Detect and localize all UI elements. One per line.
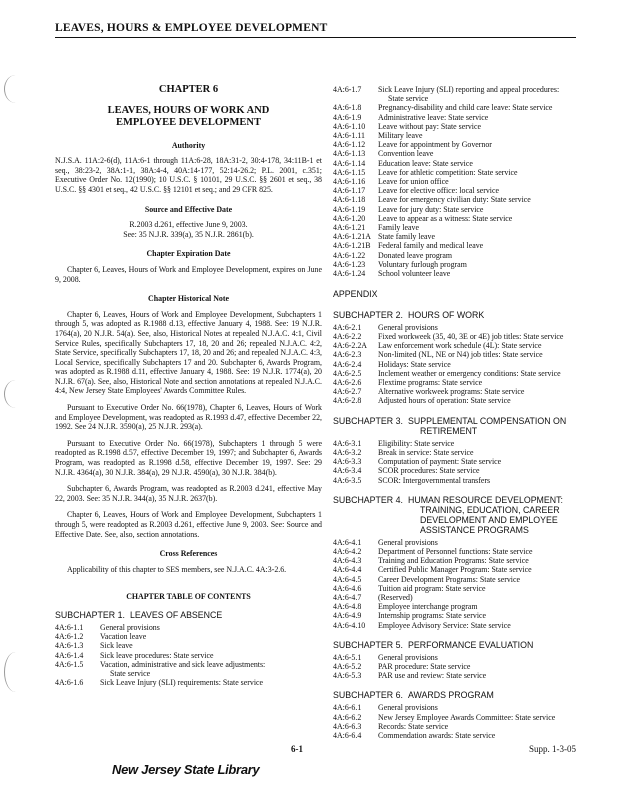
subchapter-5-heading (333, 640, 578, 650)
section-code: 4A:6-1.21B (333, 241, 371, 251)
historical-note-2: Pursuant to Executive Order No. 66(1978), Chapter 6, Leaves, Hours of Work and Employee Development, was readopted as R.1993 d.47, effective December 22, 1992. See 24 N.J.R. 3590(a), 25 N.J.R. 293(a). (55, 403, 322, 432)
toc-row (333, 448, 578, 457)
section-title: Sick leave procedures: State service (100, 650, 214, 660)
toc-row (333, 223, 578, 232)
section-title: Family leave (378, 223, 419, 233)
toc-row (333, 602, 578, 611)
section-title: Computation of payment: State service (378, 457, 502, 467)
section-title: Education leave: State service (378, 158, 473, 168)
section-code: 4A:6-1.8 (333, 103, 362, 113)
section-code: 4A:6-2.2 (333, 332, 362, 342)
appendix-heading: APPENDIX (333, 289, 378, 300)
cross-references-text: Applicability of this chapter to SES members, see N.J.A.C. 4A:3-2.6. (67, 564, 287, 574)
subchapter-1-heading (55, 610, 322, 620)
section-code: 4A:6-4.1 (333, 537, 362, 547)
section-title: Training and Education Programs: State service (378, 556, 529, 566)
historical-note-5: Chapter 6, Leaves, Hours of Work and Employee Development, Subchapters 1 through 5, were readopted as R.2003 d.261, effective June 9, 2003. See: Source and Effective Date. See, also, section annotations. (55, 510, 322, 539)
section-code: 4A:6-2.4 (333, 359, 362, 369)
section-title: General provisions (378, 652, 438, 662)
section-code: 4A:6-1.1 (55, 622, 84, 632)
subchapter-1-list-continued (333, 85, 578, 278)
running-header (55, 22, 576, 38)
subchapter-2-list (333, 323, 578, 406)
section-title: SCOR procedures: State service (378, 466, 480, 476)
historical-heading: Chapter Historical Note (148, 294, 229, 304)
toc-row (333, 387, 578, 396)
section-title: Sick leave (100, 641, 133, 651)
section-code: 4A:6-1.13 (333, 149, 366, 159)
toc-row (333, 140, 578, 149)
section-title: Leave for appointment by Governor (378, 140, 492, 150)
section-title: Military leave (378, 131, 423, 141)
section-title: Eligibility: State service (378, 438, 455, 448)
toc-row (333, 241, 578, 250)
toc-row (333, 214, 578, 223)
section-code: 4A:6-1.17 (333, 186, 366, 196)
section-code: 4A:6-2.8 (333, 396, 362, 406)
toc-row (333, 232, 578, 241)
section-code: 4A:6-1.20 (333, 213, 366, 223)
toc-row (333, 662, 578, 671)
toc-row (333, 466, 578, 475)
toc-row (333, 538, 578, 547)
section-title: General provisions (378, 703, 438, 713)
section-title-continuation: State service (110, 668, 151, 678)
section-code: 4A:6-1.14 (333, 158, 366, 168)
toc-row (333, 113, 578, 122)
section-code: 4A:6-2.7 (333, 387, 362, 397)
section-title: Leave without pay: State service (378, 121, 481, 131)
section-code: 4A:6-5.2 (333, 661, 362, 671)
toc-row (333, 621, 578, 630)
section-code: 4A:6-1.4 (55, 650, 84, 660)
section-code: 4A:6-4.6 (333, 583, 362, 593)
toc-row (55, 651, 322, 660)
toc-row (333, 159, 578, 168)
section-title: Employee Advisory Service: State service (378, 620, 511, 630)
section-title: Leave to appear as a witness: State service (378, 213, 513, 223)
section-title: Non-limited (NL, NE or N4) job titles: State service (378, 350, 543, 360)
toc-row (333, 332, 578, 341)
subchapter-1-title: LEAVES OF ABSENCE (130, 609, 223, 620)
section-code: 4A:6-4.9 (333, 611, 362, 621)
section-title: Career Development Programs: State service (378, 574, 520, 584)
section-code: 4A:6-4.8 (333, 602, 362, 612)
subchapter-5-title: PERFORMANCE EVALUATION (408, 639, 534, 650)
section-code: 4A:6-4.2 (333, 546, 362, 556)
toc-row (333, 439, 578, 448)
section-title: Commendation awards: State service (378, 730, 496, 740)
toc-row (333, 251, 578, 260)
toc-row (333, 547, 578, 556)
chapter-number: CHAPTER 6 (158, 84, 219, 95)
toc-row (333, 205, 578, 214)
section-title: Donated leave program (378, 250, 453, 260)
toc-row (333, 575, 578, 584)
subchapter-3-label: SUBCHAPTER 3. (333, 415, 403, 426)
section-code: 4A:6-4.5 (333, 574, 362, 584)
section-title: Leave for elective office: local service (378, 186, 499, 196)
toc-row (333, 360, 578, 369)
section-title: Tuition aid program: State service (378, 583, 486, 593)
section-code: 4A:6-1.5 (55, 659, 84, 669)
page-number: 6-1 (291, 744, 303, 754)
supplement-date: Supp. 1-3-05 (529, 744, 576, 754)
section-title: Law enforcement work schedule (4L): State service (378, 341, 542, 351)
toc-row (55, 660, 322, 678)
toc-row (333, 378, 578, 387)
subchapter-6-title: AWARDS PROGRAM (408, 690, 494, 701)
section-code: 4A:6-5.3 (333, 671, 362, 681)
subchapter-2-title: HOURS OF WORK (408, 309, 485, 320)
section-title: Pregnancy-disability and child care leave: State service (378, 103, 553, 113)
section-code: 4A:6-2.5 (333, 368, 362, 378)
source-text (55, 220, 322, 239)
subchapter-4-heading (333, 495, 578, 535)
subchapter-1-label: SUBCHAPTER 1. (55, 609, 125, 620)
section-code: 4A:6-1.7 (333, 85, 362, 94)
section-title: Internship programs: State service (378, 611, 487, 621)
section-title: Employee interchange program (378, 602, 478, 612)
toc-row (333, 131, 578, 140)
section-title: Administrative leave: State service (378, 112, 489, 122)
header-title: LEAVES, HOURS & EMPLOYEE DEVELOPMENT (55, 22, 328, 34)
authority-heading: Authority (171, 140, 206, 150)
section-code: 4A:6-1.21 (333, 223, 366, 233)
section-title: School volunteer leave (378, 269, 451, 279)
punch-hole-mark (4, 380, 27, 408)
toc-row (333, 341, 578, 350)
toc-row (333, 103, 578, 112)
section-title: (Reserved) (378, 592, 413, 602)
expiration-heading: Chapter Expiration Date (146, 249, 231, 259)
section-code: 4A:6-4.10 (333, 620, 366, 630)
toc-row (333, 396, 578, 405)
section-title (100, 660, 322, 678)
expiration-text: Chapter 6, Leaves, Hours of Work and Employee Development, expires on June 9, 2008. (55, 264, 322, 284)
section-code: 4A:6-4.4 (333, 565, 362, 575)
toc-row (333, 350, 578, 359)
toc-row (55, 641, 322, 650)
punch-hole-mark (4, 75, 27, 103)
subchapter-5-label: SUBCHAPTER 5. (333, 639, 403, 650)
section-title: Leave for athletic competition: State service (378, 167, 518, 177)
section-code: 4A:6-6.2 (333, 712, 362, 722)
subchapter-5-list (333, 653, 578, 681)
authority-text: N.J.S.A. 11A:2-6(d), 11A:6-1 through 11A:6-28, 18A:31-2, 30:4-178, 34:11B-1 et seq., 38:23-2, 38A:1-1, 38A:4-4, 40A:14-177, 52:14-26.2; P.L. 2001, c.351; Executive Order No. 12(1990); 10 U.S.C. § 10101, 29 U.S.C. §§ 2601 et seq., 38 U.S.C. §§ 4301 et seq., 42 U.S.C. §§ 12101 et seq.; and 29 CFR 825. (55, 156, 322, 194)
section-code: 4A:6-3.4 (333, 466, 362, 476)
subchapter-6-label: SUBCHAPTER 6. (333, 690, 403, 701)
section-title: Break in service: State service (378, 447, 474, 457)
section-title: Leave for union office (378, 177, 449, 187)
section-title-line: Vacation, administrative and sick leave adjustments: (100, 659, 266, 669)
header-rule (55, 37, 576, 38)
subchapter-4-label: SUBCHAPTER 4. (333, 494, 403, 505)
section-title: Federal family and medical leave (378, 241, 484, 251)
subchapter-3-title: SUPPLEMENTAL COMPENSATION ON RETIREMENT (408, 415, 567, 436)
toc-row (333, 713, 578, 722)
toc-row (333, 269, 578, 278)
toc-row (333, 671, 578, 680)
section-title: General provisions (100, 622, 160, 632)
left-column (55, 85, 322, 687)
toc-row (55, 632, 322, 641)
section-code: 4A:6-1.18 (333, 195, 366, 205)
toc-row (333, 260, 578, 269)
toc-row (333, 168, 578, 177)
section-title: Voluntary furlough program (378, 259, 467, 269)
section-title: Vacation leave (100, 632, 147, 642)
section-code: 4A:6-2.3 (333, 350, 362, 360)
section-code: 4A:6-1.10 (333, 121, 366, 131)
section-code: 4A:6-2.6 (333, 378, 362, 388)
subchapter-3-list (333, 439, 578, 485)
toc-row (333, 476, 578, 485)
section-code: 4A:6-1.19 (333, 204, 366, 214)
section-title: Fixed workweek (35, 40, 3E or 4E) job titles: State service (378, 332, 564, 342)
section-title: Flextime programs: State service (378, 378, 483, 388)
toc-row (333, 722, 578, 731)
section-title: Records: State service (378, 721, 449, 731)
section-code: 4A:6-1.3 (55, 641, 84, 651)
toc-row (333, 653, 578, 662)
toc-row (333, 703, 578, 712)
section-code: 4A:6-1.22 (333, 250, 366, 260)
toc-row (333, 457, 578, 466)
section-code: 4A:6-1.21A (333, 232, 371, 242)
section-title: New Jersey Employee Awards Committee: State service (378, 712, 556, 722)
section-code: 4A:6-1.9 (333, 112, 362, 122)
section-title: Sick Leave Injury (SLI) requirements: State service (100, 678, 264, 688)
toc-row (333, 556, 578, 565)
section-code: 4A:6-4.3 (333, 556, 362, 566)
section-code: 4A:6-6.1 (333, 703, 362, 713)
right-column (333, 85, 578, 740)
section-title: Holidays: State service (378, 359, 451, 369)
toc-row (333, 195, 578, 204)
toc-row (333, 584, 578, 593)
punch-hole-mark (4, 652, 27, 692)
section-code: 4A:6-6.3 (333, 721, 362, 731)
section-title-line: Sick Leave Injury (SLI) reporting and appeal procedures: (378, 85, 560, 94)
toc-row (55, 623, 322, 632)
section-code: 4A:6-3.3 (333, 457, 362, 467)
subchapter-2-label: SUBCHAPTER 2. (333, 309, 403, 320)
toc-row (333, 122, 578, 131)
subchapter-4-list (333, 538, 578, 630)
historical-note-3: Pursuant to Executive Order No. 66(1978), Subchapters 1 through 5 were readopted as R.1998 d.57, effective December 19, 1997; and Subchapter 6, Awards Program, was readopted as R.1998 d.58, effective December 19, 1997. See: 29 N.J.R. 4364(a), 30 N.J.R. 384(a), 29 N.J.R. 4590(a), 30 N.J.R. 384(b). (55, 438, 322, 477)
section-title: State family leave (378, 232, 435, 242)
toc-row (333, 593, 578, 602)
section-title: Adjusted hours of operation: State service (378, 396, 511, 406)
section-code: 4A:6-5.1 (333, 652, 362, 662)
section-title: Inclement weather or emergency conditions: State service (378, 368, 561, 378)
section-code: 4A:6-2.2A (333, 341, 367, 351)
section-title: Leave for emergency civilian duty: State service (378, 195, 531, 205)
library-stamp: New Jersey State Library (112, 762, 260, 777)
section-title: General provisions (378, 322, 438, 332)
toc-row (333, 323, 578, 332)
section-title (378, 85, 578, 103)
section-code: 4A:6-1.16 (333, 177, 366, 187)
subchapter-1-list (55, 623, 322, 687)
section-code: 4A:6-1.6 (55, 678, 84, 688)
toc-row (333, 177, 578, 186)
section-code: 4A:6-2.1 (333, 322, 362, 332)
toc-heading: CHAPTER TABLE OF CONTENTS (126, 592, 251, 602)
section-title: SCOR: Intergovernmental transfers (378, 475, 491, 485)
subchapter-6-list (333, 703, 578, 740)
section-title: PAR procedure: State service (378, 661, 471, 671)
section-code: 4A:6-6.4 (333, 730, 362, 740)
chapter-title: LEAVES, HOURS OF WORK AND EMPLOYEE DEVELOPMENT (107, 104, 270, 128)
source-line-2: See: 35 N.J.R. 339(a), 35 N.J.R. 2861(b). (123, 229, 254, 239)
toc-row (333, 186, 578, 195)
section-code: 4A:6-1.23 (333, 259, 366, 269)
cross-references-heading: Cross References (159, 549, 218, 559)
section-code: 4A:6-3.2 (333, 447, 362, 457)
toc-row (333, 611, 578, 620)
toc-row (333, 565, 578, 574)
toc-row (333, 369, 578, 378)
toc-row (333, 731, 578, 740)
section-code: 4A:6-1.15 (333, 167, 366, 177)
section-title-continuation: State service (388, 94, 429, 104)
section-title: Convention leave (378, 149, 434, 159)
subchapter-3-heading (333, 416, 578, 436)
section-code: 4A:6-3.5 (333, 475, 362, 485)
section-code: 4A:6-1.24 (333, 269, 366, 279)
toc-row (333, 149, 578, 158)
subchapter-4-title: HUMAN RESOURCE DEVELOPMENT: TRAINING, EDUCATION, CAREER DEVELOPMENT AND EMPLOYEE ASSISTANCE PROGRAMS (408, 494, 563, 535)
section-code: 4A:6-1.2 (55, 632, 84, 642)
source-line-1: R.2003 d.261, effective June 9, 2003. (129, 220, 248, 230)
section-title: Department of Personnel functions: State service (378, 546, 533, 556)
historical-note-1: Chapter 6, Leaves, Hours of Work and Employee Development, Subchapters 1 through 5, was adopted as R.1988 d.13, effective January 4, 1988. See: 19 N.J.R. 1764(a), 20 N.J.R. 54(a). See, also, Historical Notes at repealed N.J.A.C. 4:1, Civil Service Rules, specifically Subchapters 17, 18, 20 and 26; repealed N.J.A.C. 4:2, State Service, specifically Subchapters 17, 18, 20 and 26; and repealed N.J.A.C. 4:3, Local Service, specifically Subchapters 17 and 20. Subchapter 6, Awards Program, was adopted as R.1988 d.11, effective January 4, 1988. See: 19 N.J.R. 1774(a), 20 N.J.R. 67(a). See, also, Historical Note and section annotations at repealed N.J.A.C. 4:4, New Jersey State Employees' Awards Committee Rules. (55, 309, 322, 396)
section-code: 4A:6-1.11 (333, 131, 365, 141)
section-code: 4A:6-1.12 (333, 140, 366, 150)
historical-note-4: Subchapter 6, Awards Program, was readopted as R.2003 d.241, effective May 22, 2003. See: 35 N.J.R. 344(a), 35 N.J.R. 2637(b). (55, 484, 322, 503)
source-heading: Source and Effective Date (144, 204, 233, 214)
section-code: 4A:6-4.7 (333, 592, 362, 602)
subchapter-6-heading (333, 690, 578, 700)
section-title: PAR use and review: State service (378, 671, 487, 681)
section-title: Leave for jury duty: State service (378, 204, 484, 214)
toc-row (55, 678, 322, 687)
section-title: General provisions (378, 537, 438, 547)
toc-row (333, 85, 578, 103)
section-code: 4A:6-3.1 (333, 438, 362, 448)
section-title: Alternative workweek programs: State service (378, 387, 525, 397)
section-title: Certified Public Manager Program: State service (378, 565, 532, 575)
subchapter-2-heading (333, 310, 578, 320)
